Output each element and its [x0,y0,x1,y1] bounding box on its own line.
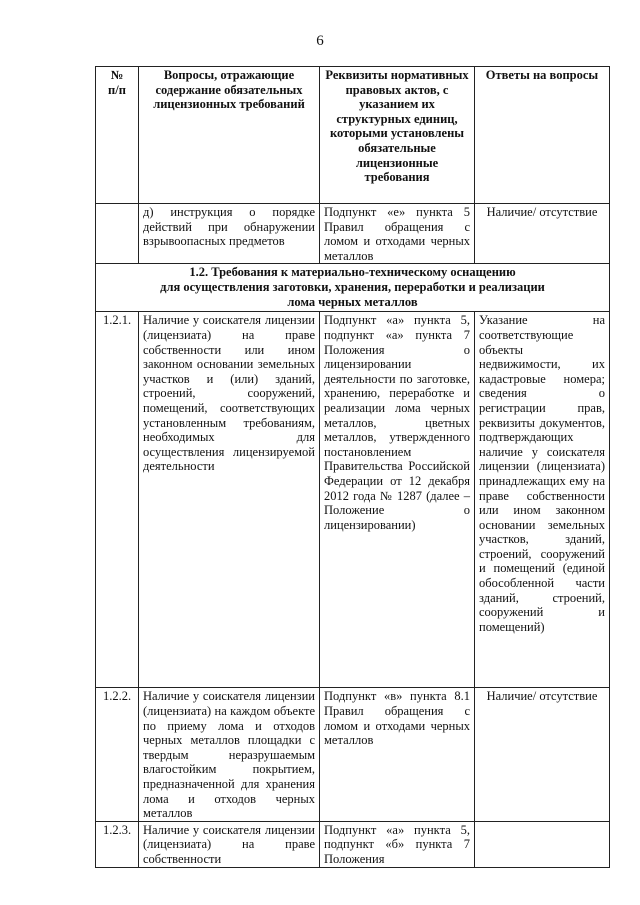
row-question: Наличие у соискателя лицензии (лицензиата) на праве собственности или ином законном основании земельных участков и (или) зданий, строений, сооружений, помещений, соответствующих установленным требованиям, необходимых для осуществления лицензируемой деятельности [139,312,320,688]
header-acts: Реквизиты нормативных правовых актов, с указанием их структурных единиц, которыми установлены обязательные лицензионные требования [320,67,475,204]
row-question: д) инструкция о порядке действий при обнаружении взрывоопасных предметов [139,204,320,264]
row-act: Подпункт «в» пункта 8.1 Правил обращения с ломом и отходами черных металлов [320,688,475,821]
row-question: Наличие у соискателя лицензии (лицензиата) на праве собственности [139,821,320,867]
header-number-text: № п/п [108,68,126,97]
section-heading [96,264,610,312]
row-number: 1.2.2. [96,688,139,821]
header-number [96,67,139,204]
table-row [96,204,610,264]
row-act: Подпункт «а» пункта 5, подпункт «б» пункта 7 Положения [320,821,475,867]
table-row [96,821,610,867]
row-act: Подпункт «е» пункта 5 Правил обращения с ломом и отходами черных металлов [320,204,475,264]
row-act: Подпункт «а» пункта 5, подпункт «а» пункта 7 Положения о лицензировании деятельности по заготовке, хранению, переработке и реализации лома черных металлов, цветных металлов, утвержденного постановлением Правительства Российской Федерации от 12 декабря 2012 года № 1287 (далее – Положение о лицензировании) [320,312,475,688]
row-answer [475,821,610,867]
page-number: 6 [316,33,324,49]
row-answer: Наличие/ отсутствие [475,688,610,821]
table-header-row [96,67,610,204]
row-answer: Указание на соответствующие объекты недвижимости, их кадастровые номера; сведения о регистрации прав, реквизиты документов, подтверждающих наличие у соискателя лицензии (лицензиата) принадлежащих ему на праве собственности или ином законном основании земельных участков, зданий, строений, сооружений и помещений (единой обособленной части зданий, строений, сооружений и помещений) [475,312,610,688]
requirements-table [95,66,610,868]
section-row [96,264,610,312]
row-number [96,204,139,264]
section-heading-line-1: 1.2. Требования к материально-техническому оснащению [189,265,516,280]
row-number: 1.2.1. [96,312,139,688]
table-row [96,312,610,688]
row-number: 1.2.3. [96,821,139,867]
section-heading-line-3: лома черных металлов [287,294,418,309]
header-questions: Вопросы, отражающие содержание обязательных лицензионных требований [139,67,320,204]
section-heading-line-2: для осуществления заготовки, хранения, переработки и реализации [160,279,545,294]
table-row [96,688,610,821]
row-answer: Наличие/ отсутствие [475,204,610,264]
row-question: Наличие у соискателя лицензии (лицензиата) на каждом объекте по приему лома и отходов черных металлов площадки с твердым неразрушаемым влагостойким покрытием, предназначенной для хранения лома и отходов черных металлов [139,688,320,821]
header-answers: Ответы на вопросы [475,67,610,204]
